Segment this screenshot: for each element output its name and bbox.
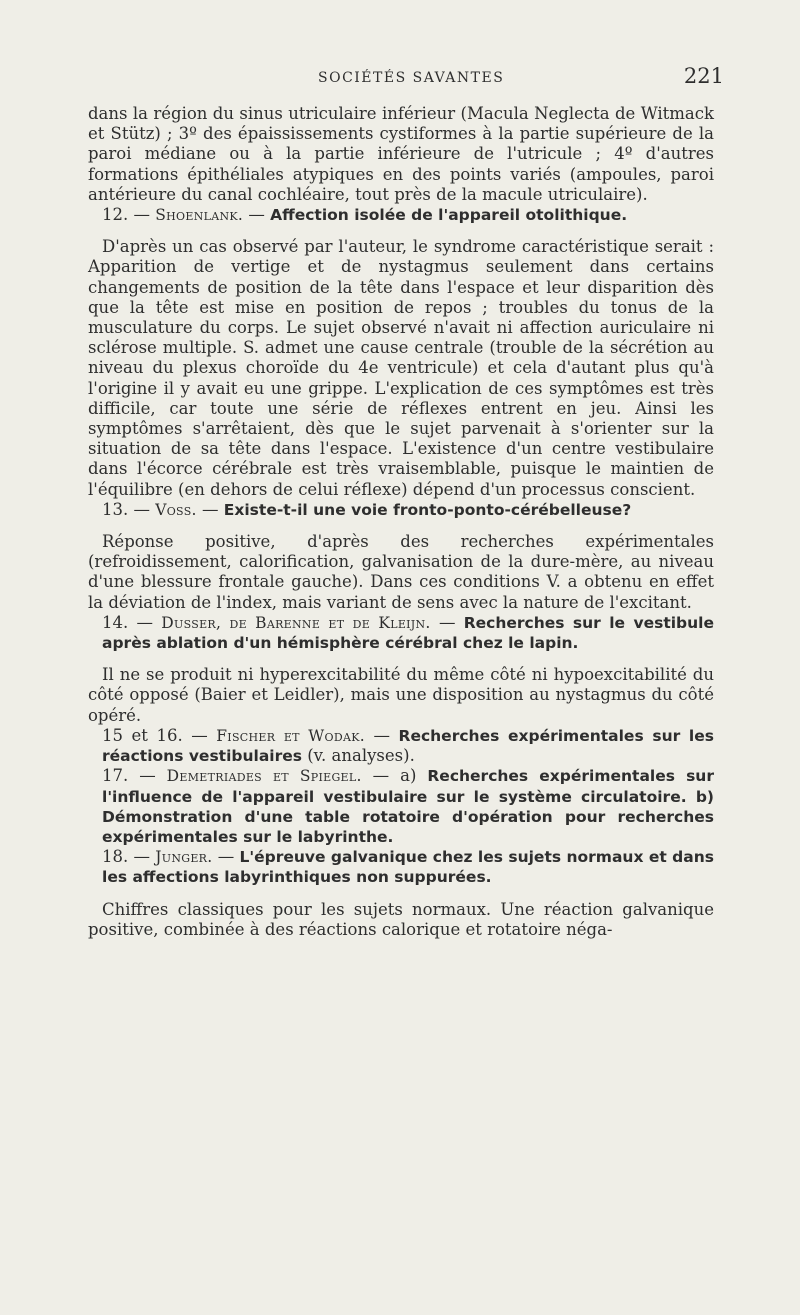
entry-heading — [88, 205, 714, 225]
entry-body: Réponse positive, d'après des recherches expérimentales (refroidissement, calorification, galvanisation de la dure-mère, au niveau d'une blessure frontale gauche). Dans ces conditions V. a obtenu en effet la déviation de l'index, mais variant de sens avec la nature de l'excitant. — [88, 532, 714, 612]
page-header — [88, 64, 724, 94]
entry-number: 14. — — [102, 612, 154, 632]
entry-number: 17. — — [102, 766, 156, 786]
entry-body: D'après un cas observé par l'auteur, le syndrome caractéristique serait : Apparition de vertige et de nystagmus seulement dans certains changements de position de la tête dans l'espace et leur disparition dès que la tête est mise en position de repos ; troubles du tonus de la musculature du corps. Le sujet observé n'avait ni affection auriculaire ni sclérose multiple. S. admet une cause centrale (trouble de la sécrétion au niveau du plexus choroïde du 4e ventricule) et cela d'autant plus qu'à l'origine il y avait eu une grippe. L'explication de ces symptômes est très difficile, car toute une série de réflexes entrent en jeu. Ainsi les symptômes s'arrêtaient, dès que le sujet parvenait à s'orienter sur la situation de sa tête dans l'espace. L'existence d'un centre vestibulaire dans l'écorce cérébrale est très vraisemblable, puisque le maintien de l'équilibre (en dehors de celui réflexe) dépend d'un processus conscient. — [88, 237, 714, 499]
entry-note: (v. analyses). — [302, 746, 415, 766]
entry-heading — [88, 726, 714, 766]
entry-number: 15 et 16. — — [102, 725, 208, 745]
entry-title: L'épreuve galvanique chez les sujets normaux et dans les affections labyrinthiques non suppurées. — [102, 848, 714, 887]
entry-separator: — — [364, 725, 399, 745]
entry-separator: — — [196, 499, 224, 519]
entry-heading — [88, 613, 714, 653]
entry-authors: Voss. — [155, 500, 197, 519]
entry-number: 18. — — [102, 847, 150, 867]
entry-separator: — — [430, 612, 464, 632]
entry-heading — [88, 500, 714, 520]
entry-authors: Shoenlank. — [155, 206, 244, 225]
body-text — [88, 104, 714, 940]
entry-separator: — — [212, 847, 240, 867]
entry-number: 13. — — [102, 499, 150, 519]
entry-authors: Fischer et Wodak. — [216, 726, 365, 745]
entry-authors: Demetriades et Spiegel. — [166, 767, 362, 786]
entry-body: Il ne se produit ni hyperexcitabilité du même côté ni hypoexcitabilité du côté opposé (Baier et Leidler), mais une disposition au nystagmus du côté opéré. — [88, 665, 714, 725]
entry-authors: Junger. — [155, 848, 213, 867]
entry-title: Existe-t-il une voie fronto-ponto-cérébelleuse? — [223, 500, 632, 519]
intro-paragraph: dans la région du sinus utriculaire inférieur (Macula Neglecta de Witmack et Stütz) ; 3º des épaississements cystiformes à la partie supérieure de la paroi médiane ou à la partie inférieure de l'utricule ; 4º d'autres formations épithéliales atypiques en des points variés (ampoules, paroi antérieure du canal cochléaire, tout près de la macule utriculaire). — [88, 104, 714, 204]
entry-number: 12. — — [102, 205, 150, 225]
entry-heading — [88, 847, 714, 887]
entry-separator: — a) — [361, 766, 428, 786]
entry-title: Affection isolée de l'appareil otolithique. — [270, 206, 628, 225]
entry-separator: — — [243, 205, 271, 225]
running-head: SOCIÉTÉS SAVANTES — [318, 70, 505, 86]
entry-body: Chiffres classiques pour les sujets normaux. Une réaction galvanique positive, combinée à des réactions calorique et rotatoire néga- — [88, 899, 714, 939]
entry-title: Recherches expérimentales sur les réactions vestibulaires — [102, 726, 714, 766]
entry-heading — [88, 766, 714, 847]
entry-title: Recherches sur le vestibule après ablation d'un hémisphère cérébral chez le lapin. — [102, 613, 715, 653]
page-number: 221 — [683, 64, 724, 88]
entry-authors: Dusser, de Barenne et de Kleijn. — [161, 613, 431, 632]
entry-title: Recherches expérimentales sur l'influence de l'appareil vestibulaire sur le système circulatoire. b) Démonstration d'une table rotatoire d'opération pour recherches expérimentales sur le labyrinthe. — [102, 767, 714, 846]
